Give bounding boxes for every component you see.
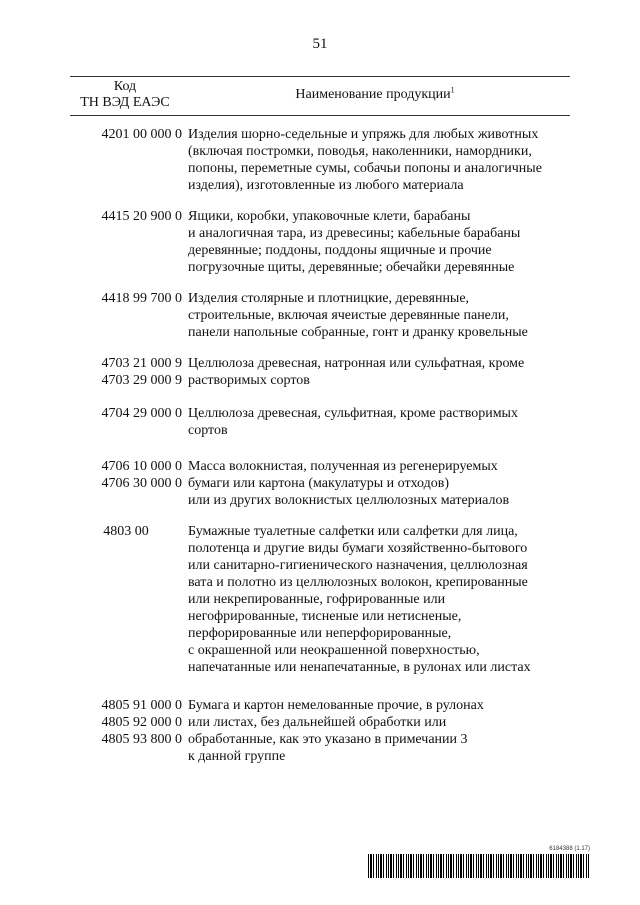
product-code: 4803 00: [103, 524, 149, 539]
table-header: [70, 76, 570, 116]
header-name-text: Наименование продукции: [295, 87, 451, 102]
description-line: изделия), изготовленные из любого материала: [188, 178, 464, 193]
description-line: и аналогичная тара, из древесины; кабельные барабаны: [188, 226, 521, 241]
header-code-line1: Код: [113, 79, 137, 94]
description-line: Бумага и картон немелованные прочие, в рулонах: [188, 698, 484, 713]
product-code: 4805 92 000 0: [101, 715, 182, 730]
product-code: 4703 21 000 9: [101, 356, 182, 371]
header-footnote-mark: 1: [450, 85, 455, 95]
description-line: или листах, без дальнейшей обработки или: [188, 715, 447, 730]
row-description: [188, 208, 573, 276]
product-code: 4201 00 000 0: [101, 127, 182, 142]
product-code: 4706 30 000 0: [101, 476, 182, 491]
header-code-line2: ТН ВЭД ЕАЭС: [80, 95, 170, 110]
header-name-column: [180, 87, 570, 103]
page-number: 51: [312, 36, 328, 52]
description-line: или из других волокнистых целлюлозных материалов: [188, 493, 510, 508]
row-codes: [70, 355, 182, 389]
description-line: деревянные; поддоны, поддоны ящичные и прочие: [188, 243, 492, 258]
description-line: растворимых сортов: [188, 373, 310, 388]
row-description: [188, 355, 573, 389]
description-line: напечатанные или ненапечатанные, в рулонах или листах: [188, 660, 531, 675]
barcode: [368, 846, 590, 880]
header-code-column: [70, 79, 180, 111]
row-codes: [70, 126, 182, 143]
description-line: или некрепированные, гофрированные или: [188, 592, 446, 607]
description-line: попоны, переметные сумы, собачьи попоны и аналогичные: [188, 161, 542, 176]
row-description: [188, 126, 573, 194]
description-line: бумаги или картона (макулатуры и отходов): [188, 476, 450, 491]
barcode-bars: [368, 854, 590, 878]
description-line: Изделия столярные и плотницкие, деревянные,: [188, 291, 470, 306]
description-line: Целлюлоза древесная, натронная или сульфатная, кроме: [188, 356, 525, 371]
description-line: полотенца и другие виды бумаги хозяйственно-бытового: [188, 541, 528, 556]
product-code: 4703 29 000 9: [101, 373, 182, 388]
row-codes: [70, 208, 182, 225]
product-code: 4418 99 700 0: [101, 291, 182, 306]
description-line: с окрашенной или неокрашенной поверхностью,: [188, 643, 480, 658]
description-line: Изделия шорно-седельные и упряжь для любых животных: [188, 127, 539, 142]
description-line: панели напольные собранные, гонт и дранку кровельные: [188, 325, 528, 340]
row-description: [188, 697, 573, 765]
product-code: 4805 91 000 0: [101, 698, 182, 713]
description-line: вата и полотно из целлюлозных волокон, крепированные: [188, 575, 528, 590]
row-description: [188, 405, 573, 439]
description-line: (включая постромки, поводья, наколенники, намордники,: [188, 144, 532, 159]
description-line: погрузочные щиты, деревянные; обечайки деревянные: [188, 260, 515, 275]
row-codes: [70, 697, 182, 748]
product-code: 4415 20 900 0: [101, 209, 182, 224]
row-codes: [70, 290, 182, 307]
row-codes: [70, 405, 182, 422]
barcode-number: 6184388 (1.17): [549, 846, 590, 852]
product-code: 4805 93 800 0: [101, 732, 182, 747]
description-line: строительные, включая ячеистые деревянные панели,: [188, 308, 509, 323]
description-line: Целлюлоза древесная, сульфитная, кроме растворимых: [188, 406, 518, 421]
row-description: [188, 290, 573, 341]
row-description: [188, 458, 573, 509]
description-line: перфорированные или неперфорированные,: [188, 626, 452, 641]
description-line: Ящики, коробки, упаковочные клети, барабаны: [188, 209, 471, 224]
product-code: 4704 29 000 0: [101, 406, 182, 421]
row-description: [188, 523, 573, 676]
row-codes: [70, 523, 182, 540]
description-line: или санитарно-гигиенического назначения, целлюлозная: [188, 558, 528, 573]
description-line: к данной группе: [188, 749, 286, 764]
product-code: 4706 10 000 0: [101, 459, 182, 474]
row-codes: [70, 458, 182, 492]
description-line: сортов: [188, 423, 228, 438]
description-line: Бумажные туалетные салфетки или салфетки для лица,: [188, 524, 518, 539]
description-line: обработанные, как это указано в примечании 3: [188, 732, 468, 747]
description-line: Масса волокнистая, полученная из регенерируемых: [188, 459, 498, 474]
description-line: негофрированные, тисненые или нетисненые,: [188, 609, 462, 624]
